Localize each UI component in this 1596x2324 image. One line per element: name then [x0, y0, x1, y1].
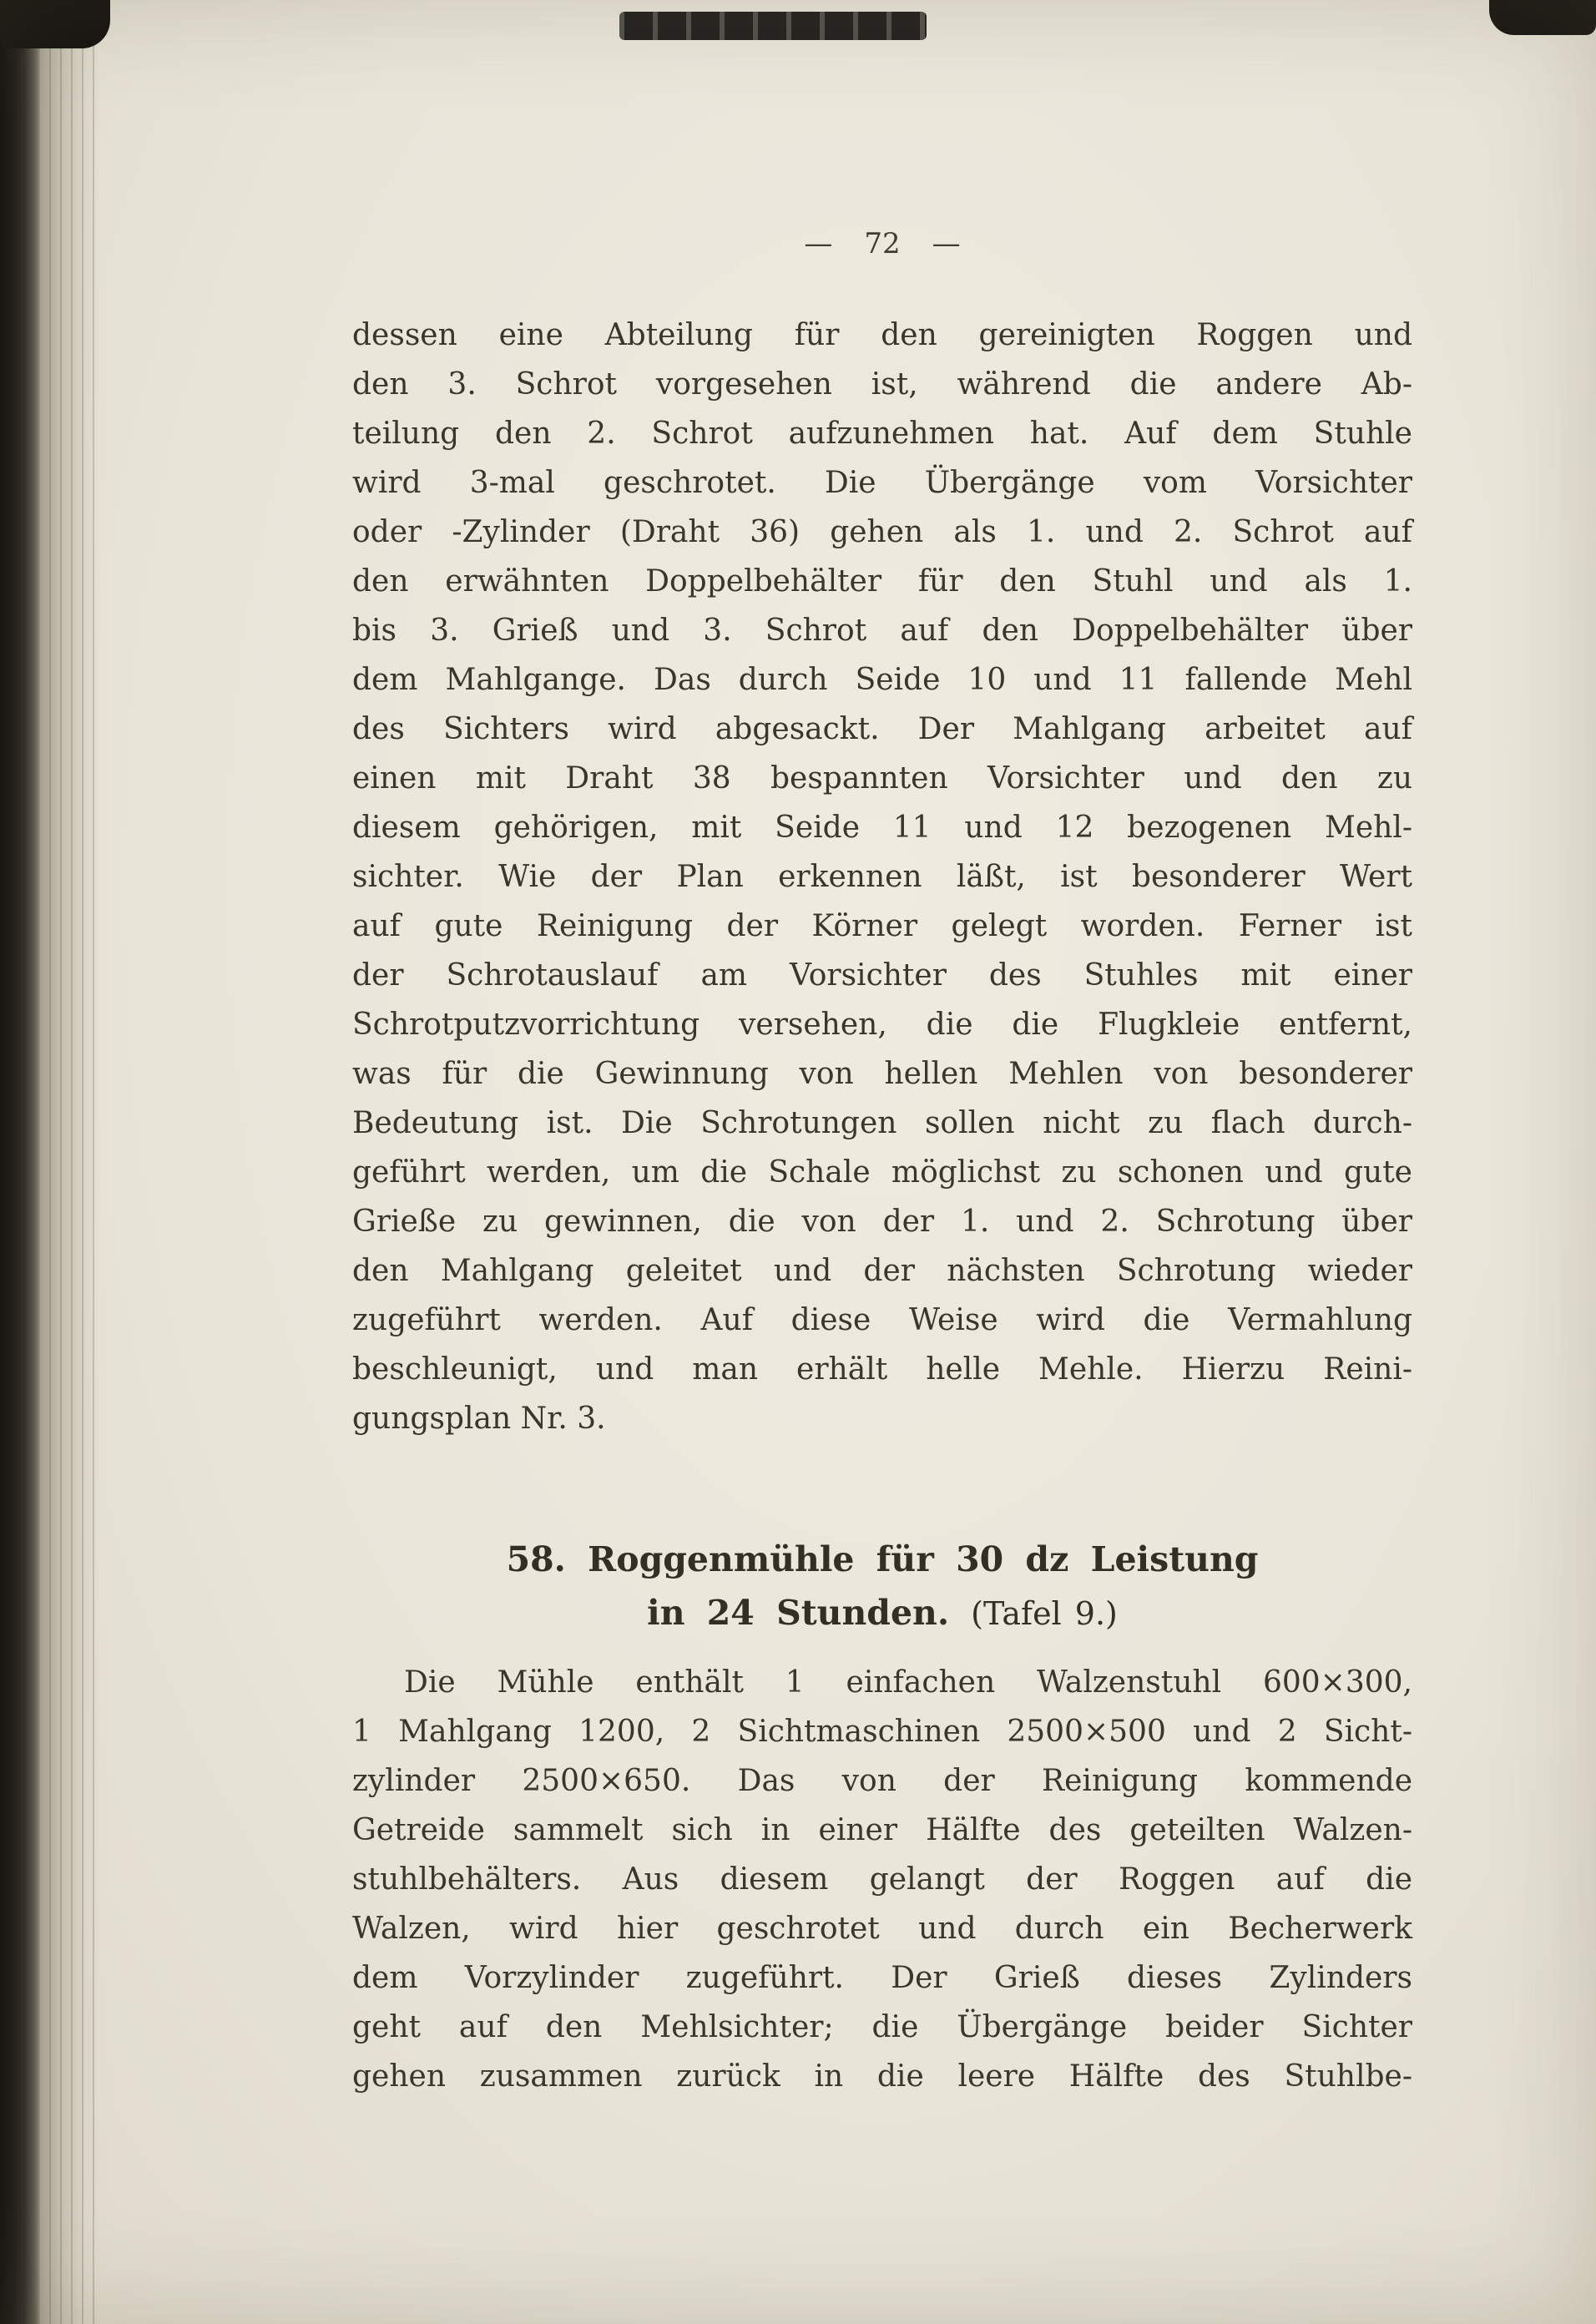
text-line: geführt werden, um die Schale möglichst zu schonen und gute	[352, 1155, 1412, 1190]
text-line: der Schrotauslauf am Vorsichter des Stuhles mit einer	[352, 958, 1412, 993]
text-line: des Sichters wird abgesackt. Der Mahlgang arbeitet auf	[352, 712, 1412, 746]
text-line: den erwähnten Doppelbehälter für den Stuhl und als 1.	[352, 564, 1412, 599]
text-line: auf gute Reinigung der Körner gelegt worden. Ferner ist	[352, 909, 1412, 943]
text-line: gungsplan Nr. 3.	[352, 1402, 606, 1436]
text-line: Getreide sammelt sich in einer Hälfte des geteilten Walzen-	[352, 1813, 1412, 1847]
section-heading	[352, 1533, 1412, 1640]
book-binding	[0, 0, 38, 2324]
page-number-dash-right: —	[932, 227, 961, 260]
page-number: 72	[864, 227, 901, 260]
text-line: dessen eine Abteilung für den gereinigten Roggen und	[352, 318, 1412, 352]
heading-line-1: 58. Roggenmühle für 30 dz Leistung	[506, 1539, 1259, 1579]
text-line: Die Mühle enthält 1 einfachen Walzenstuhl 600×300,	[404, 1665, 1412, 1700]
text-line: Schrotputzvorrichtung versehen, die die Flugkleie entfernt,	[352, 1008, 1412, 1042]
heading-line-2	[352, 1586, 1412, 1640]
text-line: Bedeutung ist. Die Schrotungen sollen nicht zu flach durch-	[352, 1106, 1412, 1140]
text-line: was für die Gewinnung von hellen Mehlen von besonderer	[352, 1057, 1412, 1091]
text-line: den Mahlgang geleitet und der nächsten Schrotung wieder	[352, 1254, 1412, 1288]
body-text-continuation	[352, 311, 1412, 1443]
text-line: sichter. Wie der Plan erkennen läßt, ist besonderer Wert	[352, 860, 1412, 894]
text-line: dem Vorzylinder zugeführt. Der Grieß dieses Zylinders	[352, 1961, 1412, 1995]
scan-artifact-top-right	[1489, 0, 1596, 35]
page-number-dash-left: —	[804, 227, 833, 260]
text-line: 1 Mahlgang 1200, 2 Sichtmaschinen 2500×500 und 2 Sicht-	[352, 1715, 1412, 1749]
scan-artifact-top-center	[619, 12, 927, 40]
text-line: dem Mahlgange. Das durch Seide 10 und 11 fallende Mehl	[352, 663, 1412, 697]
text-line: wird 3-mal geschrotet. Die Übergänge vom Vorsichter	[352, 466, 1412, 500]
text-line: einen mit Draht 38 bespannten Vorsichter und den zu	[352, 761, 1412, 796]
body-text-new-section	[352, 1658, 1412, 2101]
text-line: stuhlbehälters. Aus diesem gelangt der Roggen auf die	[352, 1862, 1412, 1897]
text-line: teilung den 2. Schrot aufzunehmen hat. Auf dem Stuhle	[352, 417, 1412, 451]
heading-tafel-note: (Tafel 9.)	[971, 1595, 1118, 1632]
text-line: geht auf den Mehlsichter; die Übergänge beider Sichter	[352, 2010, 1412, 2044]
text-line: gehen zusammen zurück in die leere Hälfte des Stuhlbe-	[352, 2059, 1412, 2094]
text-line: bis 3. Grieß und 3. Schrot auf den Doppelbehälter über	[352, 614, 1412, 648]
page-edge-lines	[38, 0, 100, 2324]
text-line: beschleunigt, und man erhält helle Mehle. Hierzu Reini-	[352, 1352, 1412, 1387]
text-line: den 3. Schrot vorgesehen ist, während die andere Ab-	[352, 367, 1412, 402]
text-line: zugeführt werden. Auf diese Weise wird die Vermahlung	[352, 1303, 1412, 1337]
text-line: oder -Zylinder (Draht 36) gehen als 1. und 2. Schrot auf	[352, 515, 1412, 549]
text-line: diesem gehörigen, mit Seide 11 und 12 bezogenen Mehl-	[352, 811, 1412, 845]
page-header	[352, 227, 1412, 260]
text-line: Grieße zu gewinnen, die von der 1. und 2. Schrotung über	[352, 1205, 1412, 1239]
scan-artifact-top-left	[0, 0, 110, 48]
heading-subtitle-bold: in 24 Stunden.	[647, 1593, 950, 1633]
text-line: zylinder 2500×650. Das von der Reinigung kommende	[352, 1764, 1412, 1798]
text-line: Walzen, wird hier geschrotet und durch ein Becherwerk	[352, 1912, 1412, 1946]
